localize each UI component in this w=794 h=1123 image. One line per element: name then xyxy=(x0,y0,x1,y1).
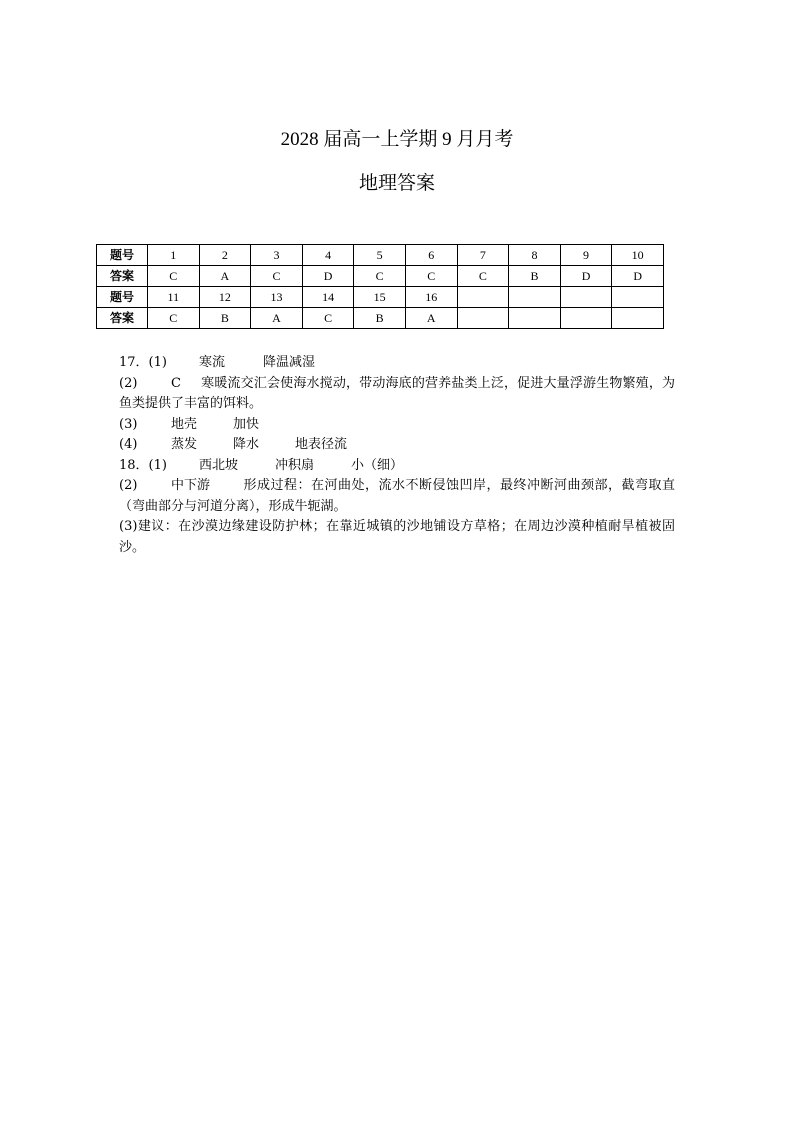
q17-p3-number: (3) xyxy=(119,416,138,432)
table-cell: A xyxy=(251,308,303,329)
table-cell: 10 xyxy=(612,245,664,266)
table-cell: B xyxy=(509,266,561,287)
table-cell: A xyxy=(405,308,457,329)
table-cell xyxy=(612,308,664,329)
table-cell: C xyxy=(405,266,457,287)
q18-p3-suggestion: (3)建议：在沙漠边缘建设防护林；在靠近城镇的沙地铺设方草格；在周边沙漠种植耐旱植被固沙。 xyxy=(119,519,675,555)
table-cell: C xyxy=(148,266,200,287)
q18-p1-answer-b: 冲积扇 xyxy=(275,457,315,473)
table-cell: C xyxy=(354,266,406,287)
table-cell: B xyxy=(199,308,251,329)
table-row xyxy=(97,266,664,287)
q17-part3 xyxy=(119,415,675,436)
table-cell: 15 xyxy=(354,287,406,308)
answer-body xyxy=(119,353,675,558)
table-cell xyxy=(612,287,664,308)
table-cell: 5 xyxy=(354,245,406,266)
table-row xyxy=(97,245,664,266)
table-cell: 2 xyxy=(199,245,251,266)
table-cell xyxy=(457,287,509,308)
q18-p2-explanation: 形成过程：在河曲处，流水不断侵蚀凹岸，最终冲断河曲颈部，截弯取直（弯曲部分与河道分离），形成牛轭湖。 xyxy=(119,478,675,514)
table-cell: D xyxy=(560,266,612,287)
q17-part4 xyxy=(119,435,675,456)
q17-p4-number: (4) xyxy=(119,437,138,452)
table-cell: 11 xyxy=(148,287,200,308)
table-row xyxy=(97,287,664,308)
q17-p3-answer-b: 加快 xyxy=(233,416,260,432)
table-cell: D xyxy=(612,266,664,287)
q17-part2 xyxy=(119,374,675,415)
q18-part2 xyxy=(119,476,675,517)
table-cell: C xyxy=(302,308,354,329)
table-cell: A xyxy=(199,266,251,287)
table-cell: C xyxy=(457,266,509,287)
q17-p3-answer-a: 地壳 xyxy=(171,416,198,432)
row-header-answer: 答案 xyxy=(97,266,148,287)
table-cell: 14 xyxy=(302,287,354,308)
q18-p1-answer-c: 小（细） xyxy=(351,457,404,473)
q18-number: 18．(1) xyxy=(119,457,167,473)
table-cell: 7 xyxy=(457,245,509,266)
row-header-answer: 答案 xyxy=(97,308,148,329)
q17-p1-answer-a: 寒流 xyxy=(199,355,226,370)
table-cell xyxy=(509,308,561,329)
q17-part1 xyxy=(119,353,675,374)
table-cell: 9 xyxy=(560,245,612,266)
q17-p2-number: (2) xyxy=(119,375,138,391)
table-cell: C xyxy=(148,308,200,329)
table-cell xyxy=(457,308,509,329)
q18-p2-answer: 中下游 xyxy=(171,478,211,493)
q18-p2-number: (2) xyxy=(119,478,138,493)
q18-part3 xyxy=(119,517,675,558)
page-title: 2028 届高一上学期 9 月月考 xyxy=(280,129,514,150)
table-cell: 13 xyxy=(251,287,303,308)
table-cell xyxy=(560,308,612,329)
q17-p4-answer-a: 蒸发 xyxy=(171,437,198,452)
table-row xyxy=(97,308,664,329)
answer-table xyxy=(96,244,664,329)
table-cell: 3 xyxy=(251,245,303,266)
q17-p2-explanation: 寒暖流交汇会使海水搅动，带动海底的营养盐类上泛，促进大量浮游生物繁殖，为鱼类提供了丰富的饵料。 xyxy=(119,375,675,411)
q17-p1-answer-b: 降温减湿 xyxy=(263,355,316,370)
table-cell: 6 xyxy=(405,245,457,266)
q17-p4-answer-b: 降水 xyxy=(233,437,260,452)
q18-part1 xyxy=(119,456,675,477)
table-cell: 8 xyxy=(509,245,561,266)
q18-p1-answer-a: 西北坡 xyxy=(199,457,239,473)
table-cell: C xyxy=(251,266,303,287)
table-cell: 1 xyxy=(148,245,200,266)
table-cell: 4 xyxy=(302,245,354,266)
table-cell: B xyxy=(354,308,406,329)
table-cell: D xyxy=(302,266,354,287)
table-cell xyxy=(509,287,561,308)
table-cell: 12 xyxy=(199,287,251,308)
row-header-question: 题号 xyxy=(97,245,148,266)
row-header-question: 题号 xyxy=(97,287,148,308)
q17-p4-answer-c: 地表径流 xyxy=(295,437,348,452)
table-cell xyxy=(560,287,612,308)
table-cell: 16 xyxy=(405,287,457,308)
page-subtitle: 地理答案 xyxy=(358,173,435,194)
q17-p2-answer: C xyxy=(171,375,181,391)
q17-number: 17．(1) xyxy=(119,355,167,370)
